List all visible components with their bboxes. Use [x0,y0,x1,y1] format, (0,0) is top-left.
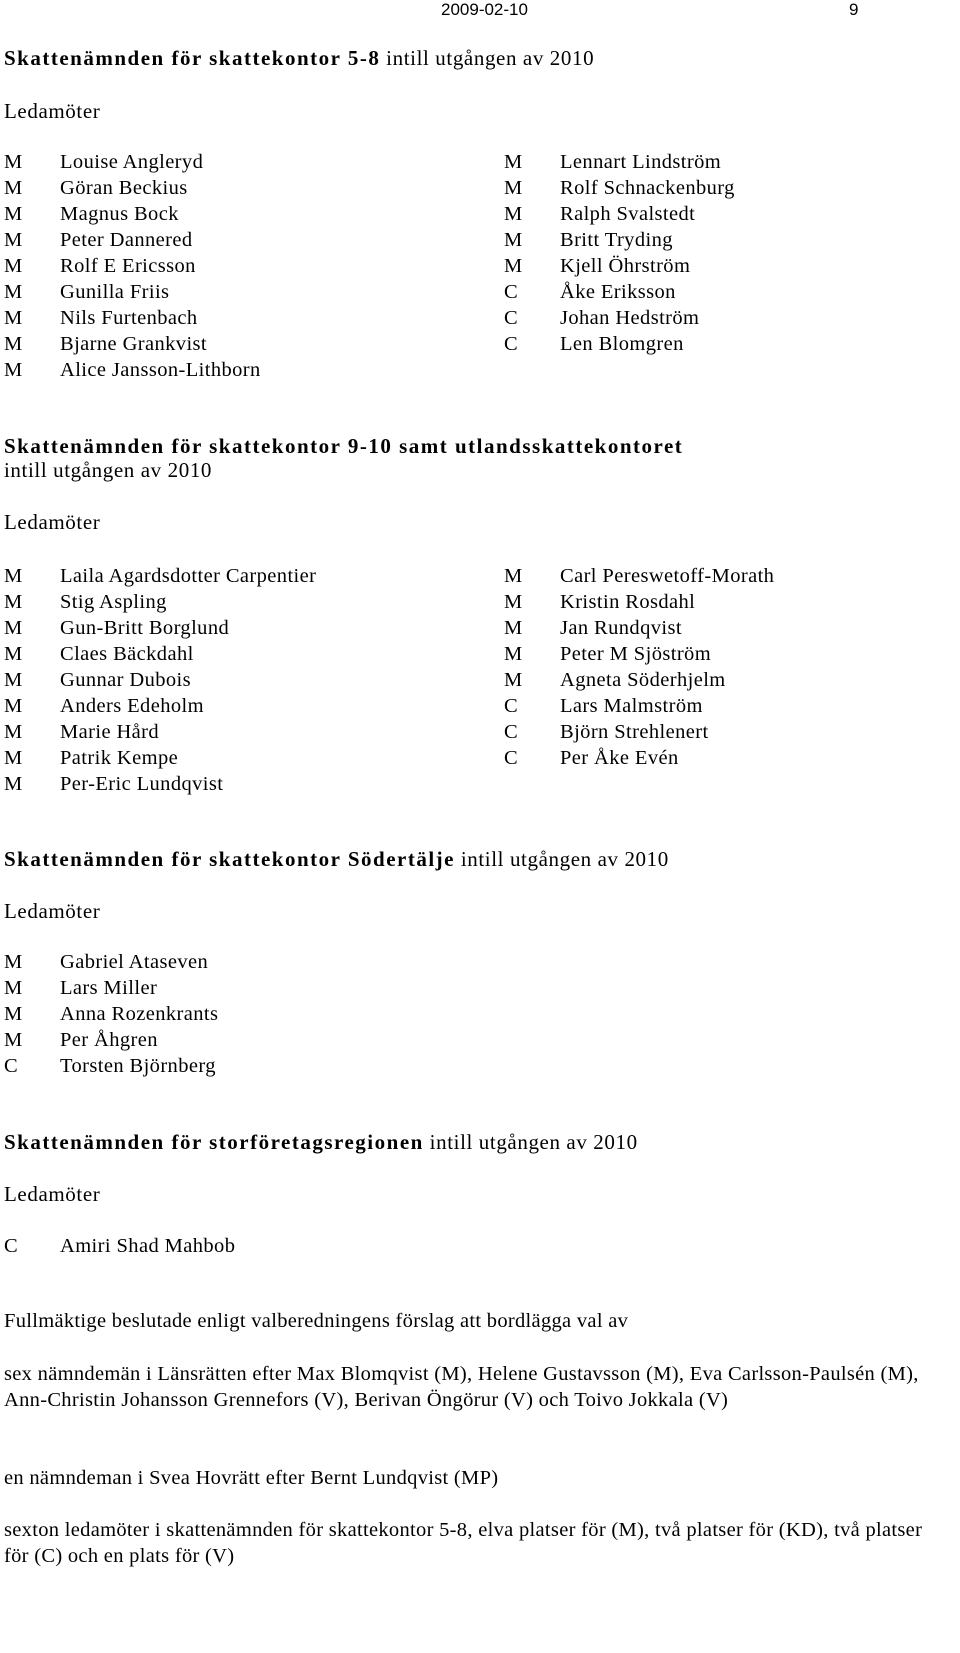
member-party: M [4,747,23,769]
member-name: Carl Pereswetoff-Morath [560,565,775,587]
member-row [4,693,316,719]
member-party: M [504,151,523,173]
member-party: M [4,951,23,973]
member-name: Anders Edeholm [60,695,204,717]
member-name: Bjarne Grankvist [60,333,208,355]
member-name: Patrik Kempe [60,747,179,769]
member-party: C [504,747,519,769]
members-label: Ledamöter [4,1182,101,1206]
member-party: M [4,359,23,381]
member-name: Amiri Shad Mahbob [60,1235,236,1257]
member-party: C [4,1235,19,1257]
member-row [4,1001,218,1027]
member-row [4,641,316,667]
member-row [4,305,261,331]
section-title-rest: intill utgången av 2010 [380,46,595,70]
member-list-left [4,949,218,1079]
member-list-left [4,1233,235,1259]
member-row [4,227,261,253]
member-party: M [504,617,523,639]
member-party: M [4,229,23,251]
member-row [504,719,774,745]
member-party: M [504,591,523,613]
decision-paragraph: Fullmäktige beslutade enligt valberedningens förslag att bordlägga val av [4,1310,629,1332]
decision-paragraph: sex nämndemän i Länsrätten efter Max Blomqvist (M), Helene Gustavsson (M), Eva Carlsson-Paulsén (M), Ann-Christin Johansson Grennefors (V), Berivan Öngörur (V) och Toivo Jokkala (V) [4,1363,919,1411]
members-label: Ledamöter [4,99,101,123]
member-party: M [504,643,523,665]
member-name: Rolf Schnackenburg [560,177,735,199]
member-name: Per Åke Evén [560,747,679,769]
member-party: M [4,281,23,303]
member-party: M [504,565,523,587]
member-row [504,253,735,279]
member-row [4,615,316,641]
member-row [4,357,261,383]
member-name: Len Blomgren [560,333,684,355]
member-list-left [4,149,261,383]
section-title [4,847,669,872]
member-name: Marie Hård [60,721,160,743]
member-row [504,331,735,357]
member-name: Per Åhgren [60,1029,158,1051]
member-row [4,201,261,227]
decision-paragraph: sexton ledamöter i skattenämnden för skattekontor 5-8, elva platser för (M), två platser för (KD), två platser för (C) och en plats för (V) [4,1519,923,1567]
member-party: M [4,977,23,999]
member-row [4,279,261,305]
member-name: Claes Bäckdahl [60,643,194,665]
members-label: Ledamöter [4,510,101,534]
member-party: M [4,695,23,717]
member-name: Stig Aspling [60,591,167,613]
member-party: M [504,255,523,277]
member-row [4,719,316,745]
member-name: Nils Furtenbach [60,307,198,329]
member-list-right [504,149,735,357]
member-party: M [504,669,523,691]
member-row [504,615,774,641]
member-party: M [504,177,523,199]
member-row [4,563,316,589]
member-party: M [4,203,23,225]
member-row [4,1027,218,1053]
decision-paragraph: en nämndeman i Svea Hovrätt efter Bernt Lundqvist (MP) [4,1467,499,1489]
section-subtitle: intill utgången av 2010 [4,458,213,482]
member-name: Gun-Britt Borglund [60,617,230,639]
member-name: Peter M Sjöström [560,643,712,665]
member-row [4,975,218,1001]
member-row [4,175,261,201]
member-row [4,1233,235,1259]
member-party: M [4,1003,23,1025]
member-name: Lars Miller [60,977,158,999]
members-label: Ledamöter [4,899,101,923]
member-row [504,641,774,667]
member-name: Björn Strehlenert [560,721,709,743]
section-title-bold: Skattenämnden för skattekontor 9-10 samt utlandsskattekontoret [4,434,684,458]
member-list-right [504,563,774,771]
member-party: M [4,177,23,199]
member-party: C [504,333,519,355]
member-name: Agneta Söderhjelm [560,669,726,691]
member-row [504,563,774,589]
member-party: M [4,565,23,587]
member-row [4,331,261,357]
member-party: M [4,773,23,795]
member-row [4,253,261,279]
member-name: Rolf E Ericsson [60,255,196,277]
member-row [504,589,774,615]
member-row [504,227,735,253]
member-party: M [4,1029,23,1051]
member-row [4,589,316,615]
member-row [4,149,261,175]
member-name: Åke Eriksson [560,281,676,303]
member-party: C [504,307,519,329]
member-name: Louise Angleryd [60,151,204,173]
member-party: M [504,203,523,225]
section-title-rest: intill utgången av 2010 [423,1130,638,1154]
member-name: Kristin Rosdahl [560,591,696,613]
member-name: Ralph Svalstedt [560,203,696,225]
member-party: M [4,669,23,691]
member-name: Peter Dannered [60,229,193,251]
section-title [4,434,683,459]
section-title [4,46,594,71]
page-number: 9 [849,0,859,19]
member-party: C [504,695,519,717]
member-name: Per-Eric Lundqvist [60,773,224,795]
member-row [504,149,735,175]
section-title [4,1130,638,1155]
section-title-rest: intill utgången av 2010 [454,847,669,871]
member-row [504,279,735,305]
member-name: Gabriel Ataseven [60,951,209,973]
member-party: M [4,617,23,639]
member-row [4,771,316,797]
member-party: M [4,643,23,665]
member-party: M [4,721,23,743]
member-party: M [4,255,23,277]
member-name: Torsten Björnberg [60,1055,216,1077]
member-party: C [504,721,519,743]
member-name: Gunnar Dubois [60,669,192,691]
member-row [4,745,316,771]
member-name: Göran Beckius [60,177,188,199]
member-name: Britt Tryding [560,229,673,251]
member-row [4,1053,218,1079]
member-party: M [504,229,523,251]
member-party: M [4,151,23,173]
member-list-left [4,563,316,797]
member-name: Kjell Öhrström [560,255,691,277]
member-name: Alice Jansson-Lithborn [60,359,261,381]
member-name: Gunilla Friis [60,281,170,303]
section-title-bold: Skattenämnden för skattekontor 5-8 [4,46,381,70]
member-row [4,949,218,975]
member-name: Magnus Bock [60,203,179,225]
member-name: Jan Rundqvist [560,617,682,639]
member-row [4,667,316,693]
member-name: Anna Rozenkrants [60,1003,219,1025]
member-name: Johan Hedström [560,307,700,329]
member-row [504,667,774,693]
member-row [504,745,774,771]
member-party: M [4,591,23,613]
section-title-bold: Skattenämnden för storföretagsregionen [4,1130,424,1154]
member-row [504,693,774,719]
section-title-bold: Skattenämnden för skattekontor Södertälje [4,847,455,871]
member-party: M [4,307,23,329]
member-row [504,175,735,201]
member-row [504,201,735,227]
member-name: Lars Malmström [560,695,703,717]
member-row [504,305,735,331]
page-date: 2009-02-10 [441,0,528,19]
member-party: C [504,281,519,303]
member-party: M [4,333,23,355]
member-name: Laila Agardsdotter Carpentier [60,565,317,587]
member-name: Lennart Lindström [560,151,722,173]
member-party: C [4,1055,19,1077]
